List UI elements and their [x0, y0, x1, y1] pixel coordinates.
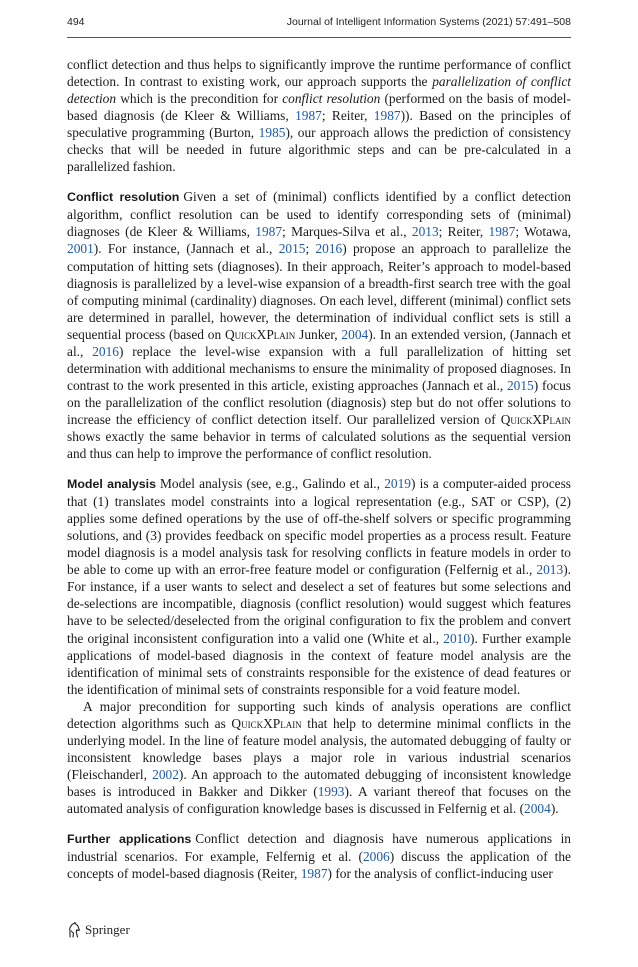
text-run: )). Based on the principles of speculative programming (Burton, [67, 108, 572, 141]
text-run: which is the precondition for [116, 91, 283, 107]
text-run: ). Further example applications of model-based diagnosis in the context of feature model analysis are the identification of minimal sets of constraints responsible for the existence of dead features or the identification of minimal sets of constraints responsible for a void feature model. [67, 630, 572, 697]
citation-link[interactable]: 1993 [317, 783, 345, 799]
text-run: ) discuss the application of the concepts of model-based diagnosis (Reiter, [67, 849, 571, 882]
citation-link[interactable]: 2016 [315, 241, 343, 257]
text-run: ; Reiter, [438, 224, 489, 240]
springer-horse-icon [67, 922, 81, 938]
citation-link[interactable]: 2016 [92, 343, 119, 359]
text-run: ). A variant thereof that focuses on the automated analysis of configuration knowledge bases is discussed in Felfernig et al. ( [67, 783, 571, 816]
emphasis-parallelization: parallelization of conflict detection [67, 74, 571, 107]
text-run: shows exactly the same behavior in terms of calculated solutions as the sequential version and thus can help to improve the performance of conflict resolution. [67, 428, 571, 462]
text-run: ), our approach allows the prediction of consistency checks that will be needed in future algorithmic steps and can be pre-calculated in a parallelized fashion. [67, 125, 571, 175]
section-heading-conflict-resolution: Conflict resolution [67, 190, 180, 205]
page-number: 494 [67, 16, 85, 28]
text-run: ). For instance, (Jannach et al., [93, 241, 279, 257]
text-run: ; Wotawa, [515, 224, 571, 240]
citation-link[interactable]: 1987 [295, 108, 322, 124]
text-run: Given a set of (minimal) conflicts identified by a conflict detection algorithm, conflict resolution can be used to identify corresponding sets of (minimal) diagnoses (de Kleer & Williams, [67, 189, 571, 240]
running-header [67, 16, 571, 30]
text-run: Junker, [295, 326, 342, 342]
section-heading-further-applications: Further applications [67, 832, 192, 847]
text-run: ). For instance, if a user wants to select and deselect a set of features but some selections and de-selections are incompatible, diagnosis (conflict resolution) would suggest which features have to be selected/deselected from the original configuration to fix the problem and convert the original inconsistent configuration into a valid one (White et al., [67, 562, 571, 646]
text-run: ) propose an approach to parallelize the computation of hitting sets (diagnoses). In their approach, Reiter’s approach to model-based diagnosis is parallelized by a level-wise expansion of a breadth-first search tree with the goal of computing minimal (cardinality) diagnoses. On each level, different (minimal) conflict sets are determined in parallel, however, the determination of individual conflict sets is still a sequential process (based on [67, 241, 571, 342]
journal-citation: Journal of Intelligent Information Systems (2021) 57:491–508 [286, 16, 571, 28]
text-run: (performed on the basis of model-based diagnosis (de Kleer & Williams, [67, 91, 571, 124]
citation-link[interactable]: 1987 [255, 224, 283, 240]
text-run: ) replace the level-wise expansion with a full parallelization of hitting set determination with additional mechanisms to ensure the minimality of proposed diagnoses. In contrast to the work presented in this article, existing approaches (Jannach et al., [67, 343, 571, 393]
header-rule [67, 37, 571, 38]
citation-link[interactable]: 2010 [443, 630, 471, 646]
citation-link[interactable]: 2001 [67, 241, 94, 257]
paragraph-analysis-precondition [67, 698, 571, 817]
text-run: ). In an extended version, (Jannach et al., [67, 326, 571, 359]
publisher-footer [67, 922, 130, 938]
citation-link[interactable]: 1987 [373, 108, 401, 124]
algorithm-name: QuickXPlain [225, 326, 296, 342]
algorithm-name: QuickXPlain [231, 715, 302, 731]
text-run: Model analysis (see, e.g., Galindo et al., [160, 476, 385, 492]
citation-link[interactable]: 2004 [524, 800, 551, 816]
text-run: ) for the analysis of conflict-inducing user [327, 866, 553, 882]
citation-link[interactable]: 2019 [384, 476, 411, 492]
text-run: ) is a computer-aided process that (1) translates model constraints into a logical representation (e.g., SAT or CSP), (2) applies some defined operations by the use of off-the-shelf solvers or specific programming solutions, and (3) provides feedback on specific model properties as a process result. Feature model diagnosis is a model analysis task for resolving conflicts in feature models in order to be able to come up with an error-free feature model or configuration (Felfernig et al., [67, 476, 571, 578]
citation-link[interactable]: 2004 [341, 326, 369, 342]
body-text [67, 56, 571, 882]
text-run: A major precondition for supporting such kinds of analysis operations are conflict detection algorithms such as [67, 698, 571, 731]
citation-link[interactable]: 2006 [362, 849, 390, 865]
publisher-name: Springer [85, 922, 130, 937]
text-run: ) focus on the parallelization of the conflict resolution (diagnosis) step but do not offer solutions to increase the efficiency of conflict detection itself. Our parallelized version of [67, 377, 571, 427]
citation-link[interactable]: 2013 [536, 562, 564, 578]
text-run: that help to determine minimal conflicts in the underlying model. In the line of feature model analysis, the automated debugging of faulty or inconsistent knowledge bases plays a major role in various industrial scenarios (Fleischanderl, [67, 715, 571, 782]
text-run: ; Marques-Silva et al., [282, 224, 412, 240]
paragraph-conflict-resolution [67, 188, 571, 462]
text-run: ; Reiter, [321, 108, 374, 124]
citation-link[interactable]: 2015 [278, 241, 306, 257]
citation-link[interactable]: 2015 [506, 377, 534, 393]
paragraph-further-applications [67, 830, 571, 882]
section-heading-model-analysis: Model analysis [67, 477, 156, 492]
citation-link[interactable]: 2013 [411, 224, 439, 240]
paragraph-model-analysis [67, 475, 571, 698]
paragraph-conflict-detection [67, 56, 571, 175]
citation-link[interactable]: 1987 [488, 224, 516, 240]
citation-link[interactable]: 2002 [152, 766, 179, 782]
text-run: Conflict detection and diagnosis have numerous applications in industrial scenarios. For example, Felfernig et al. ( [67, 831, 571, 865]
text-run: ). An approach to the automated debugging of inconsistent knowledge bases is introduced in Bakker and Dikker ( [67, 766, 572, 799]
text-run: ; [305, 241, 316, 257]
text-run: ). [550, 800, 559, 816]
text-run: conflict detection and thus helps to significantly improve the runtime performance of conflict detection. In contrast to existing work, our approach supports the [67, 57, 571, 90]
algorithm-name: QuickXPlain [500, 411, 571, 427]
citation-link[interactable]: 1987 [300, 866, 328, 882]
emphasis-conflict-resolution: conflict resolution [282, 91, 381, 107]
citation-link[interactable]: 1985 [258, 125, 286, 141]
